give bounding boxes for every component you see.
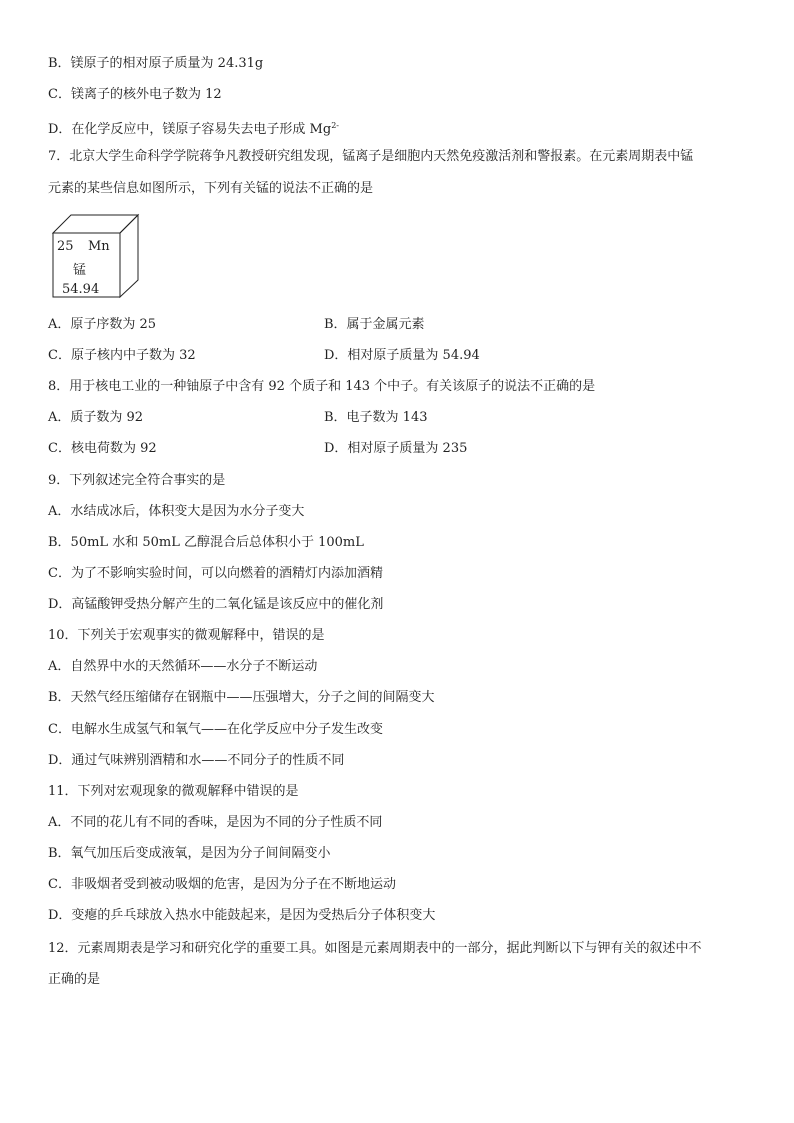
q11-option-d: D．变瘪的乒乓球放入热水中能鼓起来，是因为受热后分子体积变大: [48, 908, 436, 923]
q7-option-c: C．原子核内中子数为 32: [48, 348, 196, 363]
atomic-mass: 54.94: [62, 282, 100, 297]
q10-option-d: D．通过气味辨别酒精和水——不同分子的性质不同: [48, 753, 345, 768]
q8-option-b: B．电子数为 143: [324, 410, 428, 425]
q7-option-d: D．相对原子质量为 54.94: [324, 348, 480, 363]
q8-stem: 8．用于核电工业的一种铀原子中含有 92 个质子和 143 个中子。有关该原子的说法不正确的是: [48, 379, 596, 394]
atomic-number: 25: [57, 239, 74, 254]
q8-option-d: D．相对原子质量为 235: [324, 441, 468, 456]
q6-option-b: B．镁原子的相对原子质量为 24.31g: [48, 56, 264, 71]
q7-stem-line1: 7．北京大学生命科学学院蒋争凡教授研究组发现，锰离子是细胞内天然免疫激活剂和警报素。在元素周期表中锰: [48, 149, 694, 164]
q7-option-b: B．属于金属元素: [324, 317, 425, 332]
q9-option-d: D．高锰酸钾受热分解产生的二氧化锰是该反应中的催化剂: [48, 597, 384, 612]
q9-option-b: B．50mL 水和 50mL 乙醇混合后总体积小于 100mL: [48, 535, 364, 550]
charge-superscript: 2-: [331, 121, 339, 130]
q9-option-c: C．为了不影响实验时间，可以向燃着的酒精灯内添加酒精: [48, 566, 383, 581]
q12-stem-line2: 正确的是: [48, 972, 101, 987]
q10-stem: 10．下列关于宏观事实的微观解释中，错误的是: [48, 628, 325, 643]
q8-option-a: A．质子数为 92: [48, 410, 144, 425]
q6-option-c: C．镁离子的核外电子数为 12: [48, 87, 222, 102]
q9-stem: 9．下列叙述完全符合事实的是: [48, 473, 226, 488]
element-symbol: Mn: [88, 239, 110, 254]
q6-option-d-text: D．在化学反应中，镁原子容易失去电子形成 Mg: [48, 122, 332, 137]
q10-option-a: A．自然界中水的天然循环——水分子不断运动: [48, 659, 318, 674]
element-name: 锰: [73, 263, 87, 278]
q11-stem: 11．下列对宏观现象的微观解释中错误的是: [48, 784, 299, 799]
q11-option-b: B．氧气加压后变成液氧，是因为分子间间隔变小: [48, 846, 331, 861]
q8-option-c: C．核电荷数为 92: [48, 441, 157, 456]
q7-option-a: A．原子序数为 25: [48, 317, 157, 332]
q11-option-a: A．不同的花儿有不同的香味，是因为不同的分子性质不同: [48, 815, 383, 830]
q9-option-a: A．水结成冰后，体积变大是因为水分子变大: [48, 504, 305, 519]
q10-option-b: B．天然气经压缩储存在钢瓶中——压强增大，分子之间的间隔变大: [48, 690, 435, 705]
q10-option-c: C．电解水生成氢气和氧气——在化学反应中分子发生改变: [48, 722, 383, 737]
element-card-mn: [50, 212, 142, 300]
q6-option-d: [48, 117, 339, 139]
q7-stem-line2: 元素的某些信息如图所示，下列有关锰的说法不正确的是: [48, 181, 374, 196]
q12-stem-line1: 12．元素周期表是学习和研究化学的重要工具。如图是元素周期表中的一部分，据此判断以下与钾有关的叙述中不: [48, 941, 702, 956]
q11-option-c: C．非吸烟者受到被动吸烟的危害，是因为分子在不断地运动: [48, 877, 396, 892]
